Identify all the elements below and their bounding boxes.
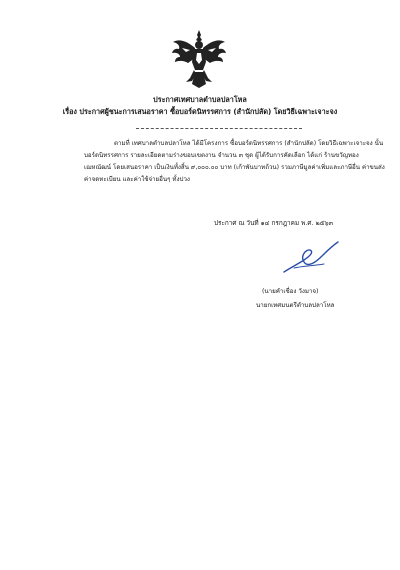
signature xyxy=(280,238,342,278)
body-line: ค่าจดทะเบียน และค่าใช้จ่ายอื่นๆ ทั้งปวง xyxy=(84,176,190,183)
body-line: ตามที่ เทศบาลตำบลปลาโหล ได้มีโครงการ ซื้อบอร์ดนิทรรศการ (สำนักปลัด) โดยวิธีเฉพาะเจาะจง นั้น xyxy=(114,140,384,147)
divider xyxy=(136,128,302,129)
signer-position: นายกเทศมนตรีตำบลปลาโหล xyxy=(256,302,335,309)
body-line: เฌหณัฒน์ โดยเสนอราคา เป็นเงินทั้งสิ้น ๙,๐๐๐.๐๐ บาท (เก้าพันบาทถ้วน) รวมภาษีมูลค่าเพิ่มและภาษีอื่น ค่าขนส่ง xyxy=(84,164,385,171)
signer-name: (นายคำเชื่อง วังมาจ) xyxy=(262,288,319,295)
announcement-date: ประกาศ ณ วันที่ ๑๔ กรกฎาคม พ.ศ. ๒๕๖๓ xyxy=(214,219,333,227)
document-subject: เรื่อง ประกาศผู้ชนะการเสนอราคา ซื้อบอร์ดนิทรรศการ (สำนักปลัด) โดยวิธีเฉพาะเจาะจง xyxy=(62,107,338,116)
garuda-emblem-icon xyxy=(170,28,228,90)
body-line: บอร์ดนิทรรศการ รายละเอียดตามร่างขอบเขตงาน จำนวน ๓ ชุด ผู้ได้รับการคัดเลือก ได้แก่ ร้านขวัญทอง xyxy=(84,152,359,159)
document-title: ประกาศเทศบาลตำบลปลาโหล xyxy=(153,95,247,104)
